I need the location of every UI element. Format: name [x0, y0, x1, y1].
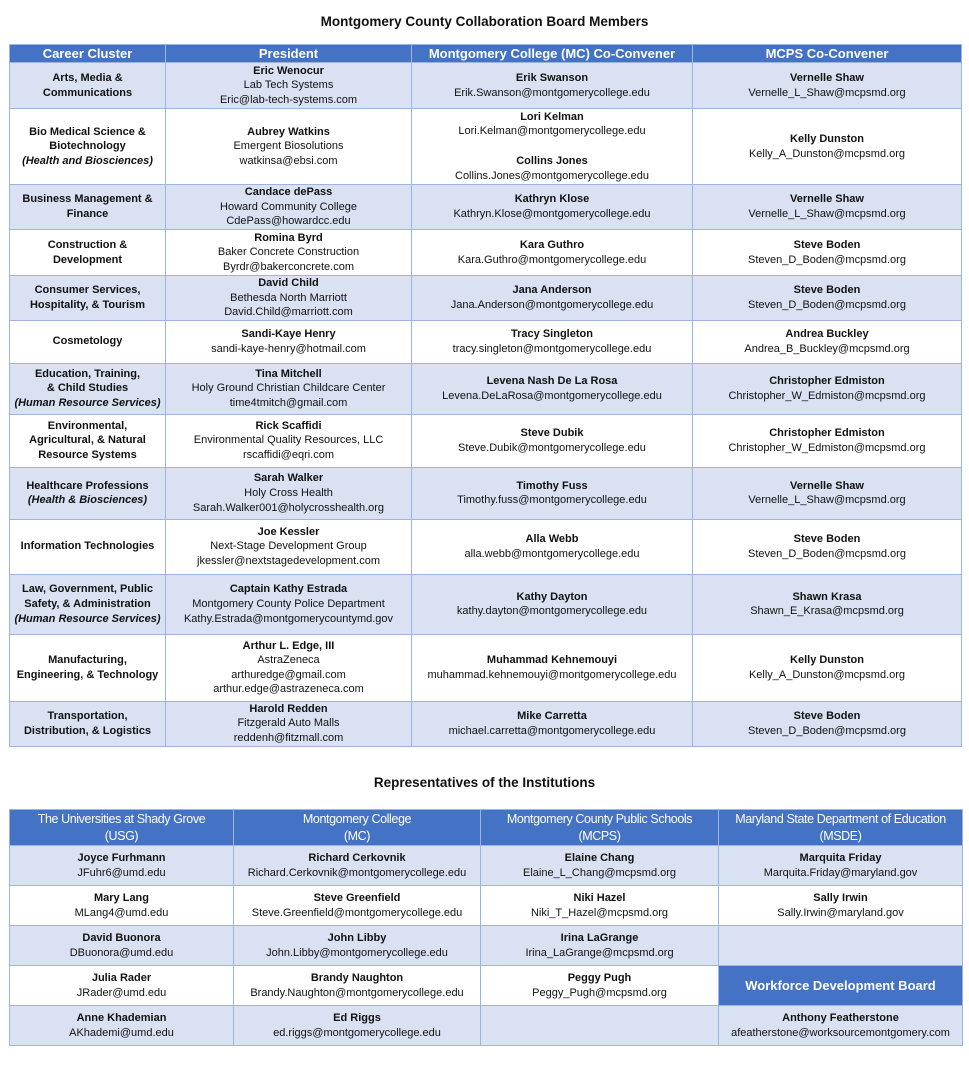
column-header-president: President [166, 45, 412, 63]
representative-name: Richard Cerkovnik [308, 851, 406, 864]
mcps-co-convener-name: Steve Boden [793, 710, 861, 723]
representative-email-link[interactable]: Irina_LaGrange@mcpsmd.org [525, 946, 674, 959]
career-cluster-name: Distribution, & Logistics [23, 724, 152, 737]
mc-representative-cell [234, 886, 481, 926]
board-row [10, 63, 962, 109]
president-cell [166, 363, 412, 414]
institutions-row [10, 1006, 963, 1046]
president-name: Joe Kessler [257, 525, 320, 538]
career-cluster-cell [10, 467, 166, 519]
representative-name: Peggy Pugh [567, 971, 632, 984]
president-name: Sandi-Kaye Henry [241, 328, 336, 341]
president-organization: Lab Tech Systems [243, 79, 334, 92]
board-row [10, 185, 962, 230]
mc-co-convener-cell [412, 414, 693, 467]
mcps-co-convener-name: Vernelle Shaw [790, 193, 864, 206]
mc-co-convener-name: Kathryn Klose [514, 193, 590, 206]
president-organization: Baker Concrete Construction [217, 246, 360, 259]
mc-co-convener-email-link[interactable]: Steve.Dubik@montgomerycollege.edu [458, 441, 646, 454]
workforce-development-board-header: Workforce Development Board [719, 966, 963, 1006]
institutions-row [10, 846, 963, 886]
president-cell [166, 63, 412, 109]
career-cluster-name: Cosmetology [52, 335, 123, 348]
representative-name: Marquita Friday [799, 851, 882, 864]
president-organization: Howard Community College [220, 200, 357, 213]
mc-representative-cell [234, 926, 481, 966]
president-name: Tina Mitchell [255, 367, 322, 380]
mc-co-convener-cell [412, 109, 693, 185]
representative-name: Irina LaGrange [560, 931, 639, 944]
president-name: Candace dePass [244, 186, 333, 199]
mc-co-convener-name: Lori Kelman [520, 110, 584, 123]
president-email-link[interactable]: rscaffidi@eqri.com [242, 449, 335, 462]
mc-co-convener-cell [412, 63, 693, 109]
mcps-co-convener-email-link[interactable]: Shawn_E_Krasa@mcpsmd.org [750, 605, 904, 618]
president-email-link[interactable]: reddenh@fitzmall.com [233, 731, 344, 744]
msde-representative-cell [719, 886, 963, 926]
institutions-header-row [10, 810, 963, 846]
career-cluster-cell [10, 230, 166, 276]
mc-co-convener-cell [412, 363, 693, 414]
board-row [10, 467, 962, 519]
empty-cell [719, 926, 963, 966]
president-cell [166, 574, 412, 634]
career-cluster-name: Hospitality, & Tourism [29, 298, 146, 311]
mcps-representative-cell [481, 846, 719, 886]
mc-co-convener-name: Mike Carretta [517, 710, 587, 723]
mc-co-convener-name: Muhammad Kehnemouyi [486, 654, 618, 667]
institutions-row [10, 886, 963, 926]
career-cluster-name: Business Management & [22, 193, 153, 206]
career-cluster-name: Manufacturing, [48, 654, 127, 667]
mc-co-convener-cell [412, 230, 693, 276]
representative-name: Niki Hazel [573, 891, 626, 904]
mcps-representative-cell [481, 886, 719, 926]
career-cluster-cell [10, 185, 166, 230]
mcps-co-convener-email-link[interactable]: Christopher_W_Edmiston@mcpsmd.org [728, 389, 926, 402]
mcps-co-convener-email-link[interactable]: Steven_D_Boden@mcpsmd.org [748, 253, 906, 266]
president-organization: Emergent Biosolutions [233, 140, 344, 153]
mc-co-convener-email-link[interactable]: Kathryn.Klose@montgomerycollege.edu [453, 208, 651, 220]
mcps-representative-cell [481, 966, 719, 1006]
representative-email-link[interactable]: JRader@umd.edu [76, 986, 167, 999]
board-header-row [10, 45, 962, 63]
board-row [10, 276, 962, 321]
president-email-link[interactable]: arthur.edge@astrazeneca.com [213, 683, 364, 696]
mcps-co-convener-cell [693, 574, 962, 634]
board-row [10, 363, 962, 414]
mc-co-convener-email-link[interactable]: muhammad.kehnemouyi@montgomerycollege.edu [427, 668, 677, 681]
mc-co-convener-email-link[interactable]: alla.webb@montgomerycollege.edu [464, 547, 640, 560]
representative-name: Julia Rader [91, 971, 152, 984]
mc-co-convener-cell [412, 185, 693, 230]
president-email-link[interactable]: Eric@lab-tech-systems.com [219, 93, 358, 106]
representative-email-link[interactable]: Niki_T_Hazel@mcpsmd.org [530, 906, 669, 919]
career-cluster-subtitle: (Human Resource Services) [14, 612, 161, 625]
mc-co-convener-email-link[interactable]: Levena.DeLaRosa@montgomerycollege.edu [442, 389, 662, 402]
representative-email-link[interactable]: Brandy.Naughton@montgomerycollege.edu [250, 986, 464, 999]
mcps-co-convener-email-link[interactable]: Steven_D_Boden@mcpsmd.org [748, 298, 906, 311]
career-cluster-name: Arts, Media & [52, 71, 123, 84]
representative-name: David Buonora [82, 931, 161, 944]
career-cluster-subtitle: (Human Resource Services) [14, 397, 161, 410]
usg-representative-cell [10, 926, 234, 966]
mcps-co-convener-name: Christopher Edmiston [769, 375, 885, 388]
mcps-co-convener-cell [693, 414, 962, 467]
career-cluster-name: & Child Studies [46, 382, 129, 395]
institutions-row [10, 926, 963, 966]
president-organization: Environmental Quality Resources, LLC [193, 434, 384, 447]
president-name: Captain Kathy Estrada [229, 583, 348, 596]
representative-email-link[interactable]: John.Libby@montgomerycollege.edu [266, 946, 448, 959]
mcps-co-convener-email-link[interactable]: Christopher_W_Edmiston@mcpsmd.org [728, 441, 926, 454]
mc-co-convener-cell [412, 634, 693, 701]
president-email-link[interactable]: David.Child@marriott.com [224, 306, 353, 319]
mcps-co-convener-cell [693, 63, 962, 109]
mcps-co-convener-cell [693, 701, 962, 746]
board-row [10, 519, 962, 574]
board-row [10, 109, 962, 185]
career-cluster-name: Biotechnology [49, 140, 126, 153]
mcps-co-convener-name: Shawn Krasa [792, 590, 862, 603]
representative-email-link[interactable]: AKhademi@umd.edu [69, 1026, 174, 1039]
mc-representative-cell [234, 1006, 481, 1046]
career-cluster-name: Safety, & Administration [24, 597, 151, 610]
usg-representative-cell [10, 886, 234, 926]
column-header-career-cluster: Career Cluster [10, 45, 166, 63]
president-email-link[interactable]: arthuredge@gmail.com [231, 668, 346, 681]
career-cluster-name: Development [52, 253, 123, 266]
president-cell [166, 109, 412, 185]
empty-cell [481, 1006, 719, 1046]
mc-co-convener-email-link[interactable]: Jana.Anderson@montgomerycollege.edu [450, 298, 654, 311]
career-cluster-name: Transportation, [47, 710, 128, 723]
president-cell [166, 230, 412, 276]
president-organization: AstraZeneca [257, 654, 320, 667]
mc-representative-cell [234, 846, 481, 886]
mc-co-convener-name: Kathy Dayton [516, 590, 588, 603]
president-cell [166, 634, 412, 701]
president-organization: Bethesda North Marriott [230, 291, 347, 304]
representative-email-link[interactable]: Elaine_L_Chang@mcpsmd.org [522, 866, 677, 879]
president-email-link[interactable]: Kathy.Estrada@montgomerycountymd.gov [183, 612, 394, 625]
president-cell [166, 701, 412, 746]
president-cell [166, 185, 412, 230]
career-cluster-cell [10, 63, 166, 109]
mcps-co-convener-email-link[interactable]: Steven_D_Boden@mcpsmd.org [748, 724, 906, 737]
president-name: Sarah Walker [253, 472, 324, 485]
mc-co-convener-cell [412, 276, 693, 321]
mc-representative-cell [234, 966, 481, 1006]
mcps-co-convener-cell [693, 276, 962, 321]
board-members-table [9, 44, 962, 747]
president-organization: Next-Stage Development Group [210, 540, 367, 553]
representative-email-link[interactable]: Peggy_Pugh@mcpsmd.org [532, 986, 667, 999]
career-cluster-name: Communications [42, 86, 133, 99]
mcps-co-convener-name: Andrea Buckley [785, 328, 869, 341]
mc-co-convener-name: Jana Anderson [512, 284, 592, 297]
career-cluster-name: Resource Systems [38, 449, 137, 462]
career-cluster-cell [10, 701, 166, 746]
career-cluster-name: Construction & [47, 238, 128, 251]
mc-co-convener-cell [412, 467, 693, 519]
board-members-title: Montgomery County Collaboration Board Members [320, 14, 649, 29]
representative-name: Anthony Featherstone [782, 1011, 899, 1024]
career-cluster-name: Finance [66, 208, 109, 220]
representative-name: Joyce Furhmann [77, 851, 166, 864]
mcps-co-convener-cell [693, 185, 962, 230]
column-header-mc-co-convener: Montgomery College (MC) Co-Convener [412, 45, 693, 63]
career-cluster-cell [10, 109, 166, 185]
column-header-mcps-co-convener: MCPS Co-Convener [693, 45, 962, 63]
mc-co-convener-name: Alla Webb [525, 533, 579, 546]
career-cluster-name: Consumer Services, [34, 284, 141, 297]
career-cluster-cell [10, 574, 166, 634]
mcps-co-convener-email-link[interactable]: Vernelle_L_Shaw@mcpsmd.org [748, 208, 906, 220]
mcps-co-convener-cell [693, 467, 962, 519]
mcps-co-convener-email-link[interactable]: Vernelle_L_Shaw@mcpsmd.org [748, 494, 906, 507]
representative-name: Brandy Naughton [310, 971, 404, 984]
president-cell [166, 276, 412, 321]
career-cluster-name: Healthcare Professions [26, 479, 149, 492]
career-cluster-cell [10, 320, 166, 363]
mc-co-convener-email-link[interactable]: tracy.singleton@montgomerycollege.edu [452, 342, 652, 355]
msde-representative-cell [719, 846, 963, 886]
spacer [415, 139, 689, 154]
mcps-co-convener-email-link[interactable]: Vernelle_L_Shaw@mcpsmd.org [748, 86, 906, 99]
president-organization: Fitzgerald Auto Malls [237, 717, 340, 730]
president-name: Romina Byrd [254, 231, 323, 244]
representative-email-link[interactable]: JFuhr6@umd.edu [77, 866, 166, 879]
president-email-link[interactable]: time4tmitch@gmail.com [229, 397, 348, 410]
president-cell [166, 519, 412, 574]
mcps-co-convener-name: Christopher Edmiston [769, 427, 885, 440]
career-cluster-name: Bio Medical Science & [29, 125, 146, 138]
mc-co-convener-email-link[interactable]: Timothy.fuss@montgomerycollege.edu [457, 494, 647, 507]
mcps-co-convener-name: Steve Boden [793, 238, 861, 251]
president-cell [166, 320, 412, 363]
mcps-co-convener-cell [693, 363, 962, 414]
president-organization: Montgomery County Police Department [192, 597, 385, 610]
career-cluster-subtitle: (Health & Biosciences) [27, 494, 148, 507]
career-cluster-name: Agricultural, & Natural [29, 434, 146, 447]
representative-name: Anne Khademian [76, 1011, 167, 1024]
column-header-mcps: Montgomery County Public Schools (MCPS) [481, 810, 719, 846]
mcps-co-convener-cell [693, 519, 962, 574]
mc-co-convener-name: Kara Guthro [519, 238, 585, 251]
board-row [10, 230, 962, 276]
president-name: Harold Redden [249, 702, 328, 715]
mc-co-convener-name: Timothy Fuss [516, 479, 588, 492]
mc-co-convener-email-link[interactable]: Lori.Kelman@montgomerycollege.edu [458, 125, 646, 138]
mcps-co-convener-cell [693, 320, 962, 363]
mcps-co-convener-email-link[interactable]: Steven_D_Boden@mcpsmd.org [748, 547, 906, 560]
career-cluster-name: Education, Training, [34, 367, 141, 380]
president-organization: Holy Cross Health [244, 486, 333, 499]
representative-name: Elaine Chang [564, 851, 635, 864]
mc-co-convener-name: Levena Nash De La Rosa [486, 375, 618, 388]
president-name: David Child [258, 277, 319, 289]
msde-representative-cell [719, 1006, 963, 1046]
president-cell [166, 414, 412, 467]
mcps-co-convener-name: Steve Boden [793, 284, 861, 297]
board-row [10, 414, 962, 467]
mcps-co-convener-cell [693, 634, 962, 701]
president-email-link[interactable]: Sarah.Walker001@holycrosshealth.org [192, 501, 385, 514]
representative-email-link[interactable]: Steve.Greenfield@montgomerycollege.edu [251, 906, 463, 919]
usg-representative-cell [10, 966, 234, 1006]
representative-name: Mary Lang [93, 891, 149, 904]
career-cluster-cell [10, 519, 166, 574]
career-cluster-cell [10, 363, 166, 414]
column-header-usg: The Universities at Shady Grove (USG) [10, 810, 234, 846]
usg-representative-cell [10, 846, 234, 886]
president-name: Arthur L. Edge, III [242, 639, 335, 652]
mc-co-convener-cell [412, 574, 693, 634]
representative-email-link[interactable]: Marquita.Friday@maryland.gov [763, 866, 918, 879]
representative-email-link[interactable]: MLang4@umd.edu [74, 906, 169, 919]
board-row [10, 634, 962, 701]
mc-co-convener-name: Erik Swanson [515, 71, 589, 84]
president-name: Eric Wenocur [253, 64, 324, 77]
mc-co-convener-cell [412, 701, 693, 746]
mc-co-convener-email-link[interactable]: kathy.dayton@montgomerycollege.edu [456, 605, 648, 618]
career-cluster-name: Environmental, [47, 419, 128, 432]
mcps-representative-cell [481, 926, 719, 966]
career-cluster-subtitle: (Health and Biosciences) [22, 154, 153, 167]
usg-representative-cell [10, 1006, 234, 1046]
president-organization: Holy Ground Christian Childcare Center [191, 382, 386, 395]
mcps-co-convener-cell [693, 230, 962, 276]
mcps-co-convener-name: Vernelle Shaw [790, 71, 864, 84]
career-cluster-cell [10, 414, 166, 467]
president-name: Aubrey Watkins [247, 125, 330, 138]
mcps-co-convener-email-link[interactable]: Andrea_B_Buckley@mcpsmd.org [744, 342, 910, 355]
mc-co-convener-email-link[interactable]: Erik.Swanson@montgomerycollege.edu [454, 86, 650, 99]
president-email-link[interactable]: Byrdr@bakerconcrete.com [223, 260, 354, 273]
representative-email-link[interactable]: Richard.Cerkovnik@montgomerycollege.edu [247, 866, 467, 879]
representative-email-link[interactable]: ed.riggs@montgomerycollege.edu [273, 1026, 441, 1039]
mc-co-convener-name: Tracy Singleton [511, 328, 593, 341]
board-row [10, 701, 962, 746]
career-cluster-cell [10, 276, 166, 321]
mc-co-convener-name: Collins Jones [516, 155, 588, 167]
mcps-co-convener-name: Kelly Dunston [790, 654, 864, 667]
mcps-co-convener-email-link[interactable]: Kelly_A_Dunston@mcpsmd.org [748, 668, 906, 681]
institutions-title: Representatives of the Institutions [373, 775, 596, 790]
representative-email-link[interactable]: Sally.Irwin@maryland.gov [777, 906, 904, 919]
column-header-mc: Montgomery College (MC) [234, 810, 481, 846]
representative-name: John Libby [327, 931, 387, 944]
board-row [10, 574, 962, 634]
mcps-co-convener-name: Steve Boden [793, 533, 861, 546]
president-email-link[interactable]: jkessler@nextstagedevelopment.com [197, 555, 380, 568]
president-cell [166, 467, 412, 519]
mcps-co-convener-name: Kelly Dunston [790, 132, 864, 145]
mcps-co-convener-name: Vernelle Shaw [790, 479, 864, 492]
career-cluster-name: Information Technologies [20, 540, 155, 553]
institutions-table [9, 809, 963, 1046]
mc-co-convener-cell [412, 519, 693, 574]
representative-name: Ed Riggs [333, 1011, 381, 1024]
mc-co-convener-name: Steve Dubik [520, 427, 584, 440]
president-email-link[interactable]: CdePass@howardcc.edu [226, 215, 351, 228]
mc-co-convener-email-link[interactable]: Kara.Guthro@montgomerycollege.edu [457, 253, 647, 266]
mc-co-convener-email-link[interactable]: michael.carretta@montgomerycollege.edu [448, 724, 656, 737]
representative-name: Steve Greenfield [313, 891, 401, 904]
representative-email-link[interactable]: afeatherstone@worksourcemontgomery.com [731, 1026, 950, 1039]
president-name: Rick Scaffidi [255, 419, 322, 432]
mcps-co-convener-cell [693, 109, 962, 185]
career-cluster-name: Law, Government, Public [21, 583, 153, 596]
president-email-link[interactable]: watkinsa@ebsi.com [239, 154, 338, 167]
president-email-link[interactable]: sandi-kaye-henry@hotmail.com [211, 342, 366, 355]
institutions-row [10, 966, 963, 1006]
mc-co-convener-email-link[interactable]: Collins.Jones@montgomerycollege.edu [455, 169, 649, 182]
career-cluster-cell [10, 634, 166, 701]
mcps-co-convener-email-link[interactable]: Kelly_A_Dunston@mcpsmd.org [748, 147, 906, 160]
mc-co-convener-cell [412, 320, 693, 363]
career-cluster-name: Engineering, & Technology [16, 668, 159, 681]
representative-email-link[interactable]: DBuonora@umd.edu [69, 946, 174, 959]
board-row [10, 320, 962, 363]
representative-name: Sally Irwin [813, 891, 868, 904]
column-header-msde: Maryland State Department of Education (MSDE) [719, 810, 963, 846]
